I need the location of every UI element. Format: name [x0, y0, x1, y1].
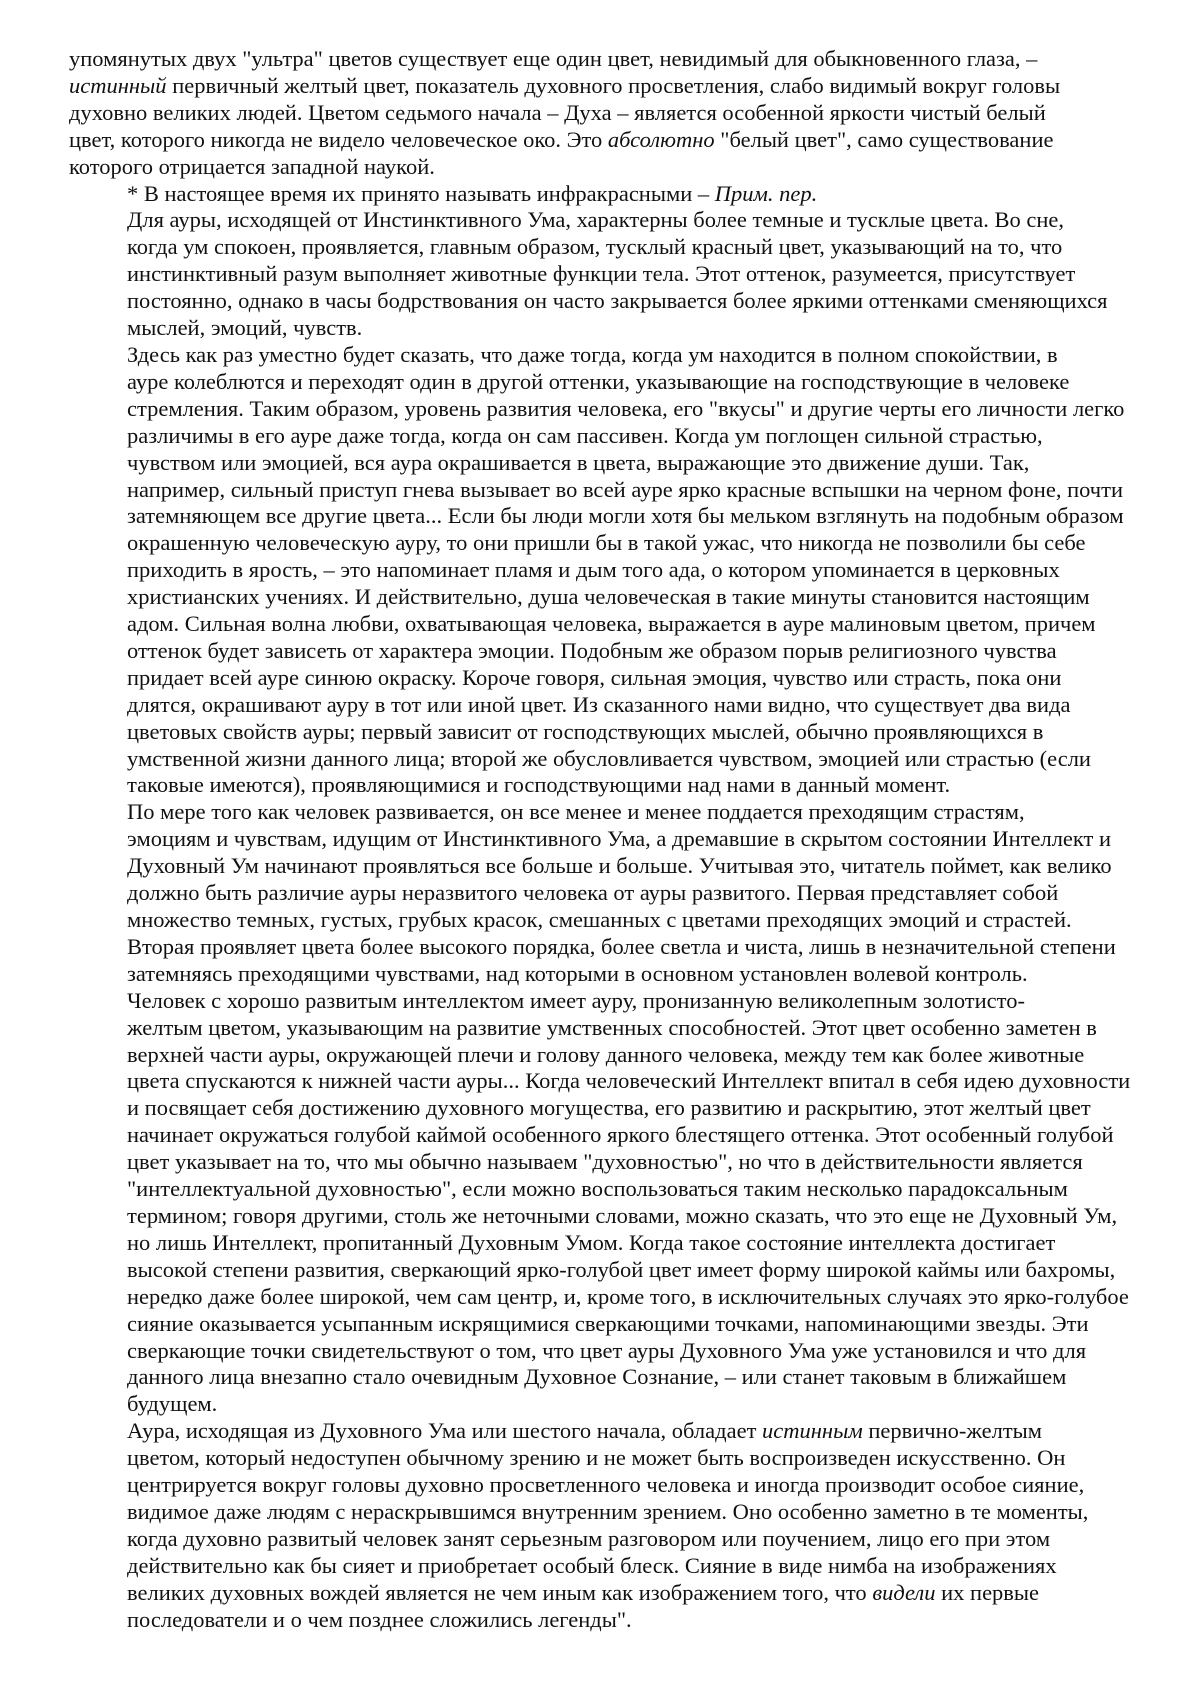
text-segment: постоянно, однако в часы бодрствования он часто закрывается более яркими оттенками сменяющихся — [127, 288, 1108, 314]
text-line — [69, 988, 1151, 1015]
text-line — [69, 880, 1151, 907]
text-line — [69, 584, 1151, 611]
text-line — [69, 1149, 1151, 1176]
text-line — [69, 799, 1151, 826]
text-line — [69, 154, 1151, 181]
text-line — [69, 1230, 1151, 1257]
text-line — [69, 692, 1151, 719]
text-segment: данного лица внезапно стало очевидным Духовное Сознание, – или станет таковым в ближайшем — [127, 1364, 1067, 1390]
text-line — [69, 369, 1151, 396]
text-segment: "интеллектуальной духовностью", если можно воспользоваться таким несколько парадоксальным — [127, 1176, 1068, 1202]
text-segment: термином; говоря другими, столь же неточными словами, можно сказать, что это еще не Духовный Ум, — [127, 1202, 1118, 1228]
text-line — [69, 1042, 1151, 1069]
text-segment: мыслей, эмоций, чувств. — [127, 315, 363, 341]
text-segment: Человек с хорошо развитым интеллектом имеет ауру, пронизанную великолепным золотисто- — [127, 987, 1025, 1013]
text-segment: цвета спускаются к нижней части ауры... Когда человеческий Интеллект впитал в себя идею духовности — [127, 1068, 1131, 1094]
paragraph — [69, 1418, 1151, 1633]
text-segment: когда духовно развитый человек занят серьезным разговором или поучением, лицо его при этом — [127, 1525, 1051, 1551]
text-line — [69, 450, 1151, 477]
text-segment: начинает окружаться голубой каймой особенного яркого блестящего оттенка. Этот особенный голубой — [127, 1122, 1114, 1148]
text-segment: приходить в ярость, – это напоминает пламя и дым того ада, о котором упоминается в церковных — [127, 557, 1060, 583]
text-segment: первично-желтым — [862, 1418, 1043, 1444]
italic-text: видели — [872, 1579, 936, 1605]
text-line — [69, 234, 1151, 261]
text-segment: видимое даже людям с нераскрывшимся внутренним зрением. Оно особенно заметно в те моменты, — [127, 1498, 1089, 1524]
text-line — [69, 342, 1151, 369]
text-line — [69, 638, 1151, 665]
text-segment: таковые имеются), проявляющимися и господствующими над нами в данный момент. — [127, 772, 951, 798]
text-segment: Аура, исходящая из Духовного Ума или шестого начала, обладает — [127, 1418, 763, 1444]
italic-text: истинным — [762, 1418, 863, 1444]
paragraph — [69, 207, 1151, 342]
text-segment: чувством или эмоцией, вся аура окрашивается в цвета, выражающие это движение души. Так, — [127, 449, 1030, 475]
text-segment: должно быть различие ауры неразвитого человека от ауры развитого. Первая представляет собой — [127, 880, 1059, 906]
paragraph — [69, 342, 1151, 799]
text-line — [69, 1472, 1151, 1499]
text-segment: инстинктивный разум выполняет животные функции тела. Этот оттенок, разумеется, присутствует — [127, 261, 1076, 287]
document-page — [69, 46, 1151, 1633]
text-segment: затемняющем все другие цвета... Если бы люди могли хотя бы мельком взглянуть на подобным образом — [127, 503, 1124, 529]
text-segment: христианских учениях. И действительно, душа человеческая в такие минуты становится настоящим — [127, 584, 1090, 610]
text-segment: стремления. Таким образом, уровень развития человека, его "вкусы" и другие черты его личности легко — [127, 395, 1125, 421]
text-line — [69, 1203, 1151, 1230]
text-line — [69, 557, 1151, 584]
text-segment: * В настоящее время их принято называть инфракрасными – — [127, 180, 715, 206]
italic-text: Прим. пер. — [714, 180, 818, 206]
text-line — [69, 1607, 1151, 1634]
text-line — [69, 1364, 1151, 1391]
text-segment: например, сильный приступ гнева вызывает во всей ауре ярко красные вспышки на черном фоне, почти — [127, 476, 1123, 502]
text-segment: окрашенную человеческую ауру, то они пришли бы в такой ужас, что никогда не позволили бы себе — [127, 530, 1086, 556]
text-line — [69, 1418, 1151, 1445]
text-segment: умственной жизни данного лица; второй же обусловливается чувством, эмоцией или страстью (если — [127, 745, 1091, 771]
text-segment: цвет указывает на то, что мы обычно называем "духовностью", но что в действительности является — [127, 1149, 1083, 1175]
text-line — [69, 611, 1151, 638]
paragraph — [69, 181, 1151, 208]
text-line — [69, 73, 1151, 100]
text-segment: сияние оказывается усыпанным искрящимися сверкающими точками, напоминающими звезды. Эти — [127, 1310, 1089, 1336]
text-segment: Духовный Ум начинают проявляться все больше и больше. Учитывая это, читатель поймет, как велико — [127, 853, 1112, 879]
text-segment: цветом, который недоступен обычному зрению и не может быть воспроизведен искусственно. Он — [127, 1445, 1066, 1471]
text-line — [69, 1068, 1151, 1095]
paragraph — [69, 988, 1151, 1419]
text-segment: оттенок будет зависеть от характера эмоции. Подобным же образом порыв религиозного чувства — [127, 637, 1057, 663]
text-segment: но лишь Интеллект, пропитанный Духовным Умом. Когда такое состояние интеллекта достигает — [127, 1229, 1056, 1255]
text-segment: различимы в его ауре даже тогда, когда он сам пассивен. Когда ум поглощен сильной страстью, — [127, 422, 1043, 448]
text-line — [69, 1284, 1151, 1311]
italic-text: истинный — [69, 72, 167, 98]
text-line — [69, 396, 1151, 423]
text-line — [69, 1338, 1151, 1365]
text-segment: верхней части ауры, окружающей плечи и голову данного человека, между тем как более животные — [127, 1041, 1085, 1067]
text-line — [69, 1122, 1151, 1149]
text-segment: высокой степени развития, сверкающий ярко-голубой цвет имеет форму широкой каймы или бахромы, — [127, 1256, 1116, 1282]
text-line — [69, 1015, 1151, 1042]
text-segment: действительно как бы сияет и приобретает особый блеск. Сияние в виде нимба на изображениях — [127, 1552, 1057, 1578]
text-line — [69, 1391, 1151, 1418]
text-segment: длятся, окрашивают ауру в тот или иной цвет. Из сказанного нами видно, что существует два вида — [127, 691, 1071, 717]
text-segment: упомянутых двух "ультра" цветов существует еще один цвет, невидимый для обыкновенного глаза, – — [69, 46, 1038, 71]
text-line — [69, 181, 1151, 208]
italic-text: абсолютно — [607, 126, 715, 152]
text-line — [69, 1257, 1151, 1284]
text-line — [69, 853, 1151, 880]
text-segment: последователи и о чем позднее сложились легенды". — [127, 1606, 632, 1632]
text-line — [69, 1176, 1151, 1203]
paragraph — [69, 799, 1151, 987]
text-line — [69, 1553, 1151, 1580]
text-segment: первичный желтый цвет, показатель духовного просветления, слабо видимый вокруг головы — [166, 72, 1061, 98]
text-line — [69, 1311, 1151, 1338]
text-segment: когда ум спокоен, проявляется, главным образом, тусклый красный цвет, указывающий на то, что — [127, 234, 1063, 260]
text-line — [69, 961, 1151, 988]
text-segment: "белый цвет", само существование — [714, 126, 1054, 152]
text-line — [69, 719, 1151, 746]
text-line — [69, 907, 1151, 934]
text-line — [69, 826, 1151, 853]
text-line — [69, 261, 1151, 288]
text-segment: будущем. — [127, 1391, 218, 1417]
text-line — [69, 1445, 1151, 1472]
text-line — [69, 127, 1151, 154]
text-segment: которого отрицается западной наукой. — [69, 153, 435, 179]
text-segment: Здесь как раз уместно будет сказать, что даже тогда, когда ум находится в полном спокойствии, в — [127, 341, 1058, 367]
text-line — [69, 772, 1151, 799]
text-segment: великих духовных вождей является не чем иным как изображением того, что — [127, 1579, 873, 1605]
text-line — [69, 746, 1151, 773]
text-segment: придает всей ауре синюю окраску. Короче говоря, сильная эмоция, чувство или страсть, пока они — [127, 664, 1062, 690]
text-line — [69, 288, 1151, 315]
text-segment: цвет, которого никогда не видело человеческое око. Это — [69, 126, 608, 152]
text-segment: Для ауры, исходящей от Инстинктивного Ума, характерны более темные и тусклые цвета. Во сне, — [127, 207, 1065, 233]
text-line — [69, 315, 1151, 342]
text-segment: нередко даже более широкой, чем сам центр, и, кроме того, в исключительных случаях это ярко-голубое — [127, 1283, 1129, 1309]
text-line — [69, 1095, 1151, 1122]
text-segment: их первые — [935, 1579, 1040, 1605]
text-line — [69, 477, 1151, 504]
text-segment: ауре колеблются и переходят один в другой оттенки, указывающие на господствующие в человеке — [127, 368, 1070, 394]
text-segment: затемняясь преходящими чувствами, над которыми в основном установлен волевой контроль. — [127, 960, 1028, 986]
text-segment: центрируется вокруг головы духовно просветленного человека и иногда производит особое сияние, — [127, 1472, 1085, 1498]
text-segment: Вторая проявляет цвета более высокого порядка, более светла и чиста, лишь в незначительной степени — [127, 933, 1116, 959]
text-segment: духовно великих людей. Цветом седьмого начала – Духа – является особенной яркости чистый белый — [69, 99, 1046, 125]
text-segment: адом. Сильная волна любви, охватывающая человека, выражается в ауре малиновым цветом, причем — [127, 611, 1096, 637]
text-line — [69, 530, 1151, 557]
text-line — [69, 503, 1151, 530]
text-segment: желтым цветом, указывающим на развитие умственных способностей. Этот цвет особенно заметен в — [127, 1014, 1097, 1040]
text-line — [69, 934, 1151, 961]
text-line — [69, 1499, 1151, 1526]
text-line — [69, 665, 1151, 692]
text-line — [69, 46, 1151, 73]
text-line — [69, 423, 1151, 450]
paragraph — [69, 46, 1151, 181]
text-line — [69, 100, 1151, 127]
text-line — [69, 207, 1151, 234]
text-segment: По мере того как человек развивается, он все менее и менее поддается преходящим страстям, — [127, 799, 1025, 825]
text-segment: эмоциям и чувствам, идущим от Инстинктивного Ума, а дремавшие в скрытом состоянии Интеллект и — [127, 826, 1112, 852]
text-segment: и посвящает себя достижению духовного могущества, его развитию и раскрытию, этот желтый цвет — [127, 1095, 1091, 1121]
text-segment: сверкающие точки свидетельствуют о том, что цвет ауры Духовного Ума уже установился и что для — [127, 1337, 1087, 1363]
text-line — [69, 1580, 1151, 1607]
text-segment: цветовых свойств ауры; первый зависит от господствующих мыслей, обычно проявляющихся в — [127, 718, 1044, 744]
text-segment: множество темных, густых, грубых красок, смешанных с цветами преходящих эмоций и страстей. — [127, 907, 1072, 932]
text-line — [69, 1526, 1151, 1553]
